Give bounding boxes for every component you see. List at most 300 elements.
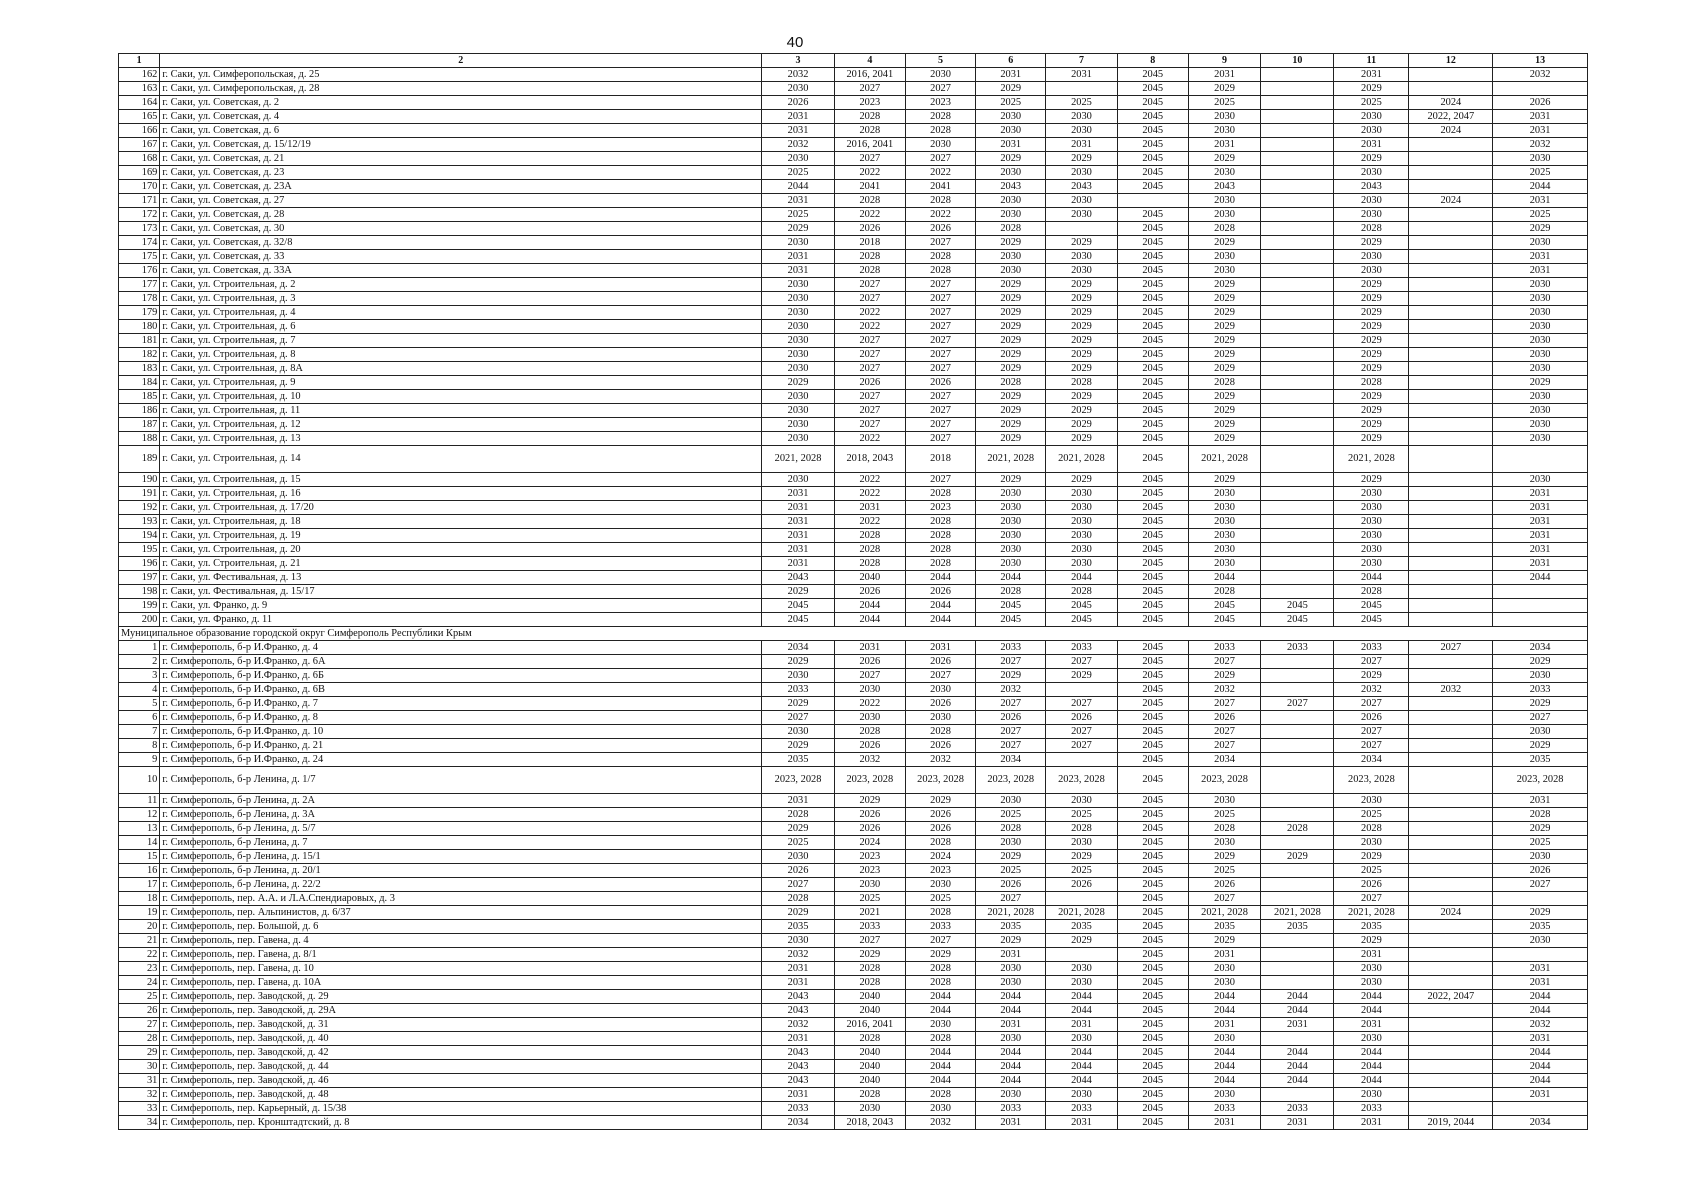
- year-cell: 2030: [1493, 306, 1588, 320]
- year-cell: 2026: [905, 655, 976, 669]
- year-cell: 2032: [1493, 1018, 1588, 1032]
- year-cell: 2026: [1046, 878, 1118, 892]
- year-cell: 2030: [762, 362, 835, 376]
- year-cell: [1409, 208, 1493, 222]
- year-cell: 2033: [976, 1102, 1046, 1116]
- year-cell: [1261, 376, 1334, 390]
- year-cell: 2029: [1188, 334, 1261, 348]
- year-cell: 2044: [1261, 1046, 1334, 1060]
- year-cell: [1409, 418, 1493, 432]
- year-cell: 2032: [834, 753, 905, 767]
- year-cell: 2029: [1334, 362, 1409, 376]
- row-number: 194: [119, 529, 160, 543]
- section-title: Муниципальное образование городской округ Симферополь Республики Крым: [119, 627, 1588, 641]
- year-cell: 2030: [1046, 1032, 1118, 1046]
- year-cell: [1261, 753, 1334, 767]
- year-cell: 2030: [762, 236, 835, 250]
- row-number: 180: [119, 320, 160, 334]
- year-cell: [1493, 892, 1588, 906]
- year-cell: 2031: [762, 794, 835, 808]
- year-cell: [1409, 264, 1493, 278]
- year-cell: 2028: [976, 376, 1046, 390]
- year-cell: 2019, 2044: [1409, 1116, 1493, 1130]
- year-cell: 2030: [1334, 1032, 1409, 1046]
- year-cell: 2045: [1261, 599, 1334, 613]
- table-row: [119, 264, 1588, 278]
- year-cell: 2030: [1334, 250, 1409, 264]
- year-cell: 2045: [1117, 725, 1188, 739]
- year-cell: 2044: [1188, 990, 1261, 1004]
- year-cell: [1493, 585, 1588, 599]
- row-number: 189: [119, 446, 160, 473]
- year-cell: [1409, 348, 1493, 362]
- year-cell: 2045: [1117, 962, 1188, 976]
- year-cell: [1409, 306, 1493, 320]
- year-cell: 2026: [1188, 878, 1261, 892]
- year-cell: 2028: [905, 836, 976, 850]
- address-cell: г. Саки, ул. Строительная, д. 16: [160, 487, 762, 501]
- year-cell: 2031: [1334, 948, 1409, 962]
- year-cell: 2044: [1334, 571, 1409, 585]
- year-cell: 2029: [1046, 348, 1118, 362]
- year-cell: 2026: [834, 822, 905, 836]
- year-cell: 2030: [762, 669, 835, 683]
- year-cell: 2030: [1046, 794, 1118, 808]
- year-cell: 2023, 2028: [1493, 767, 1588, 794]
- year-cell: 2030: [976, 487, 1046, 501]
- year-cell: 2027: [976, 655, 1046, 669]
- address-cell: г. Симферополь, б-р И.Франко, д. 7: [160, 697, 762, 711]
- row-number: 175: [119, 250, 160, 264]
- year-cell: [1409, 278, 1493, 292]
- year-cell: [1261, 767, 1334, 794]
- year-cell: 2030: [1188, 194, 1261, 208]
- year-cell: 2027: [1046, 655, 1118, 669]
- year-cell: 2045: [1117, 864, 1188, 878]
- year-cell: 2027: [834, 404, 905, 418]
- year-cell: 2029: [1046, 669, 1118, 683]
- year-cell: 2045: [1117, 753, 1188, 767]
- address-cell: г. Симферополь, б-р Ленина, д. 5/7: [160, 822, 762, 836]
- year-cell: 2023: [905, 501, 976, 515]
- year-cell: 2045: [1117, 404, 1188, 418]
- year-cell: 2044: [1188, 1046, 1261, 1060]
- year-cell: [1409, 767, 1493, 794]
- year-cell: 2030: [1046, 194, 1118, 208]
- year-cell: 2045: [1117, 1074, 1188, 1088]
- table-row: [119, 711, 1588, 725]
- year-cell: 2030: [1188, 110, 1261, 124]
- year-cell: 2030: [1188, 208, 1261, 222]
- year-cell: 2030: [1334, 557, 1409, 571]
- address-cell: г. Саки, ул. Советская, д. 33А: [160, 264, 762, 278]
- year-cell: 2029: [1046, 334, 1118, 348]
- year-cell: 2028: [905, 725, 976, 739]
- year-cell: 2033: [1261, 641, 1334, 655]
- year-cell: 2027: [976, 892, 1046, 906]
- year-cell: 2045: [1117, 794, 1188, 808]
- year-cell: 2030: [1493, 152, 1588, 166]
- year-cell: 2029: [1493, 222, 1588, 236]
- year-cell: 2031: [762, 110, 835, 124]
- year-cell: 2030: [1046, 1088, 1118, 1102]
- year-cell: 2029: [1334, 418, 1409, 432]
- address-cell: г. Саки, ул. Строительная, д. 11: [160, 404, 762, 418]
- row-number: 16: [119, 864, 160, 878]
- row-number: 11: [119, 794, 160, 808]
- year-cell: 2035: [1493, 920, 1588, 934]
- year-cell: 2026: [1188, 711, 1261, 725]
- year-cell: 2030: [1334, 836, 1409, 850]
- row-number: 173: [119, 222, 160, 236]
- year-cell: 2030: [976, 557, 1046, 571]
- address-cell: г. Саки, ул. Симферопольская, д. 28: [160, 82, 762, 96]
- year-cell: 2045: [1188, 613, 1261, 627]
- year-cell: [1409, 501, 1493, 515]
- year-cell: 2033: [1334, 641, 1409, 655]
- year-cell: 2045: [1117, 68, 1188, 82]
- year-cell: 2031: [1493, 1032, 1588, 1046]
- year-cell: [1046, 948, 1118, 962]
- year-cell: 2031: [976, 1018, 1046, 1032]
- year-cell: 2031: [762, 250, 835, 264]
- year-cell: 2033: [762, 1102, 835, 1116]
- year-cell: 2030: [976, 976, 1046, 990]
- row-number: 171: [119, 194, 160, 208]
- year-cell: 2025: [1334, 808, 1409, 822]
- address-cell: г. Симферополь, б-р Ленина, д. 3А: [160, 808, 762, 822]
- year-cell: [1261, 948, 1334, 962]
- year-cell: 2035: [762, 920, 835, 934]
- year-cell: 2025: [1046, 864, 1118, 878]
- row-number: 18: [119, 892, 160, 906]
- year-cell: 2045: [1117, 222, 1188, 236]
- year-cell: 2035: [976, 920, 1046, 934]
- year-cell: 2022: [834, 515, 905, 529]
- year-cell: 2029: [1493, 906, 1588, 920]
- table-row: [119, 613, 1588, 627]
- year-cell: 2029: [905, 794, 976, 808]
- year-cell: 2030: [976, 110, 1046, 124]
- address-cell: г. Саки, ул. Строительная, д. 21: [160, 557, 762, 571]
- year-cell: 2030: [976, 1088, 1046, 1102]
- year-cell: 2030: [1046, 166, 1118, 180]
- year-cell: 2026: [834, 222, 905, 236]
- year-cell: [1409, 1060, 1493, 1074]
- row-number: 183: [119, 362, 160, 376]
- table-row: [119, 334, 1588, 348]
- address-cell: г. Симферополь, пер. Большой, д. 6: [160, 920, 762, 934]
- year-cell: 2045: [1117, 836, 1188, 850]
- year-cell: 2029: [976, 334, 1046, 348]
- year-cell: 2028: [762, 808, 835, 822]
- year-cell: 2029: [762, 906, 835, 920]
- year-cell: 2045: [1117, 822, 1188, 836]
- year-cell: 2028: [905, 110, 976, 124]
- year-cell: 2030: [976, 962, 1046, 976]
- year-cell: [1046, 892, 1118, 906]
- year-cell: 2029: [1334, 82, 1409, 96]
- year-cell: 2029: [1046, 390, 1118, 404]
- year-cell: [1409, 962, 1493, 976]
- year-cell: 2031: [976, 948, 1046, 962]
- year-cell: [1409, 1074, 1493, 1088]
- year-cell: 2031: [1493, 501, 1588, 515]
- year-cell: [1409, 557, 1493, 571]
- row-number: 174: [119, 236, 160, 250]
- year-cell: 2021, 2028: [1334, 446, 1409, 473]
- year-cell: 2045: [1117, 599, 1188, 613]
- address-cell: г. Симферополь, пер. Заводской, д. 48: [160, 1088, 762, 1102]
- address-cell: г. Симферополь, б-р И.Франко, д. 6В: [160, 683, 762, 697]
- year-cell: 2030: [762, 292, 835, 306]
- year-cell: 2027: [1188, 655, 1261, 669]
- year-cell: 2027: [905, 334, 976, 348]
- page-number: 40: [786, 34, 804, 51]
- row-number: 177: [119, 278, 160, 292]
- year-cell: 2043: [762, 1074, 835, 1088]
- year-cell: 2027: [1261, 697, 1334, 711]
- year-cell: [1409, 739, 1493, 753]
- year-cell: 2027: [1046, 725, 1118, 739]
- year-cell: 2028: [1188, 222, 1261, 236]
- address-cell: г. Саки, ул. Строительная, д. 7: [160, 334, 762, 348]
- year-cell: 2028: [834, 1088, 905, 1102]
- address-cell: г. Саки, ул. Строительная, д. 17/20: [160, 501, 762, 515]
- year-cell: 2034: [1493, 641, 1588, 655]
- table-body: [119, 68, 1588, 1130]
- table-row: [119, 68, 1588, 82]
- year-cell: 2028: [1046, 585, 1118, 599]
- year-cell: 2044: [1261, 990, 1334, 1004]
- year-cell: 2044: [1261, 1074, 1334, 1088]
- table-row: [119, 669, 1588, 683]
- year-cell: 2045: [1117, 641, 1188, 655]
- year-cell: 2030: [762, 404, 835, 418]
- table-row: [119, 934, 1588, 948]
- row-number: 164: [119, 96, 160, 110]
- address-cell: г. Саки, ул. Строительная, д. 6: [160, 320, 762, 334]
- row-number: 17: [119, 878, 160, 892]
- address-cell: г. Симферополь, б-р И.Франко, д. 4: [160, 641, 762, 655]
- year-cell: 2045: [1117, 683, 1188, 697]
- year-cell: [1409, 892, 1493, 906]
- section-row: [119, 627, 1588, 641]
- year-cell: 2045: [1117, 362, 1188, 376]
- year-cell: 2029: [1046, 278, 1118, 292]
- year-cell: 2043: [1188, 180, 1261, 194]
- year-cell: 2030: [1493, 320, 1588, 334]
- year-cell: [1261, 124, 1334, 138]
- address-cell: г. Саки, ул. Строительная, д. 10: [160, 390, 762, 404]
- year-cell: 2044: [905, 1060, 976, 1074]
- year-cell: 2044: [976, 1060, 1046, 1074]
- year-cell: 2029: [1188, 236, 1261, 250]
- year-cell: 2030: [1334, 487, 1409, 501]
- year-cell: 2027: [905, 278, 976, 292]
- year-cell: 2031: [1493, 264, 1588, 278]
- year-cell: 2024: [1409, 194, 1493, 208]
- year-cell: 2029: [1046, 152, 1118, 166]
- year-cell: 2027: [834, 390, 905, 404]
- year-cell: 2030: [762, 278, 835, 292]
- year-cell: 2030: [762, 432, 835, 446]
- year-cell: 2026: [905, 697, 976, 711]
- table-row: [119, 348, 1588, 362]
- year-cell: 2030: [1046, 515, 1118, 529]
- year-cell: 2028: [905, 906, 976, 920]
- year-cell: 2035: [1188, 920, 1261, 934]
- year-cell: 2030: [1493, 934, 1588, 948]
- row-number: 162: [119, 68, 160, 82]
- year-cell: 2045: [1117, 585, 1188, 599]
- year-cell: 2025: [762, 836, 835, 850]
- year-cell: 2044: [976, 990, 1046, 1004]
- year-cell: 2026: [905, 222, 976, 236]
- column-header: 6: [976, 54, 1046, 68]
- year-cell: 2044: [1493, 180, 1588, 194]
- year-cell: 2029: [1046, 236, 1118, 250]
- address-cell: г. Симферополь, пер. Гавена, д. 10А: [160, 976, 762, 990]
- year-cell: 2045: [1117, 878, 1188, 892]
- year-cell: 2030: [1188, 557, 1261, 571]
- row-number: 25: [119, 990, 160, 1004]
- year-cell: [1409, 222, 1493, 236]
- year-cell: [1409, 920, 1493, 934]
- table-row: [119, 138, 1588, 152]
- row-number: 187: [119, 418, 160, 432]
- year-cell: 2027: [905, 390, 976, 404]
- year-cell: 2033: [1046, 641, 1118, 655]
- year-cell: 2045: [1117, 250, 1188, 264]
- year-cell: 2031: [762, 194, 835, 208]
- year-cell: 2029: [1334, 390, 1409, 404]
- year-cell: 2032: [762, 948, 835, 962]
- year-cell: 2029: [976, 432, 1046, 446]
- year-cell: 2025: [905, 892, 976, 906]
- year-cell: 2029: [1046, 418, 1118, 432]
- year-cell: 2045: [1117, 976, 1188, 990]
- year-cell: 2030: [1493, 669, 1588, 683]
- year-cell: 2045: [1334, 599, 1409, 613]
- year-cell: 2018: [834, 236, 905, 250]
- year-cell: 2029: [1334, 934, 1409, 948]
- year-cell: 2027: [905, 432, 976, 446]
- year-cell: 2028: [905, 194, 976, 208]
- address-cell: г. Саки, ул. Советская, д. 21: [160, 152, 762, 166]
- year-cell: 2030: [1334, 1088, 1409, 1102]
- year-cell: [1409, 292, 1493, 306]
- year-cell: [1261, 194, 1334, 208]
- table-row: [119, 446, 1588, 473]
- address-cell: г. Саки, ул. Советская, д. 27: [160, 194, 762, 208]
- year-cell: 2043: [762, 1060, 835, 1074]
- year-cell: 2024: [1409, 124, 1493, 138]
- row-number: 166: [119, 124, 160, 138]
- year-cell: 2044: [1261, 1004, 1334, 1018]
- year-cell: 2044: [1493, 1060, 1588, 1074]
- table-row: [119, 990, 1588, 1004]
- address-cell: г. Симферополь, пер. Гавена, д. 10: [160, 962, 762, 976]
- row-number: 34: [119, 1116, 160, 1130]
- year-cell: 2026: [976, 878, 1046, 892]
- year-cell: 2045: [1117, 264, 1188, 278]
- year-cell: 2045: [762, 599, 835, 613]
- row-number: 178: [119, 292, 160, 306]
- year-cell: 2045: [1046, 599, 1118, 613]
- year-cell: 2029: [976, 236, 1046, 250]
- year-cell: 2035: [762, 753, 835, 767]
- address-cell: г. Симферополь, б-р И.Франко, д. 8: [160, 711, 762, 725]
- year-cell: 2027: [1188, 697, 1261, 711]
- year-cell: 2029: [1493, 376, 1588, 390]
- year-cell: 2044: [976, 571, 1046, 585]
- address-cell: г. Симферополь, пер. Гавена, д. 4: [160, 934, 762, 948]
- year-cell: 2040: [834, 571, 905, 585]
- year-cell: 2045: [1334, 613, 1409, 627]
- year-cell: 2029: [1188, 934, 1261, 948]
- year-cell: 2029: [834, 948, 905, 962]
- year-cell: 2029: [1046, 404, 1118, 418]
- year-cell: 2045: [1117, 571, 1188, 585]
- row-number: 22: [119, 948, 160, 962]
- year-cell: 2045: [1117, 110, 1188, 124]
- year-cell: 2028: [834, 725, 905, 739]
- row-number: 200: [119, 613, 160, 627]
- row-number: 182: [119, 348, 160, 362]
- year-cell: 2030: [1493, 236, 1588, 250]
- year-cell: 2028: [905, 264, 976, 278]
- year-cell: [1261, 180, 1334, 194]
- year-cell: 2032: [1493, 138, 1588, 152]
- year-cell: 2018: [905, 446, 976, 473]
- row-number: 172: [119, 208, 160, 222]
- year-cell: 2045: [1117, 376, 1188, 390]
- year-cell: [1261, 390, 1334, 404]
- year-cell: 2021, 2028: [1188, 446, 1261, 473]
- year-cell: 2035: [1493, 753, 1588, 767]
- table-row: [119, 1116, 1588, 1130]
- year-cell: 2030: [762, 418, 835, 432]
- year-cell: 2028: [834, 194, 905, 208]
- year-cell: 2045: [1117, 278, 1188, 292]
- year-cell: [1046, 753, 1118, 767]
- year-cell: [1261, 68, 1334, 82]
- year-cell: 2029: [1493, 697, 1588, 711]
- table-row: [119, 739, 1588, 753]
- year-cell: [1261, 236, 1334, 250]
- year-cell: 2045: [1117, 697, 1188, 711]
- year-cell: 2022, 2047: [1409, 110, 1493, 124]
- year-cell: [1261, 725, 1334, 739]
- year-cell: 2029: [976, 418, 1046, 432]
- year-cell: 2027: [834, 934, 905, 948]
- year-cell: 2030: [1493, 278, 1588, 292]
- column-header: 8: [1117, 54, 1188, 68]
- year-cell: 2030: [1334, 501, 1409, 515]
- year-cell: 2031: [1188, 68, 1261, 82]
- year-cell: 2027: [1188, 892, 1261, 906]
- year-cell: 2029: [1334, 278, 1409, 292]
- address-cell: г. Саки, ул. Строительная, д. 3: [160, 292, 762, 306]
- row-number: 30: [119, 1060, 160, 1074]
- year-cell: 2044: [1493, 1046, 1588, 1060]
- year-cell: 2031: [762, 529, 835, 543]
- year-cell: 2027: [905, 292, 976, 306]
- year-cell: 2044: [1334, 1046, 1409, 1060]
- year-cell: [1409, 1088, 1493, 1102]
- year-cell: 2028: [834, 124, 905, 138]
